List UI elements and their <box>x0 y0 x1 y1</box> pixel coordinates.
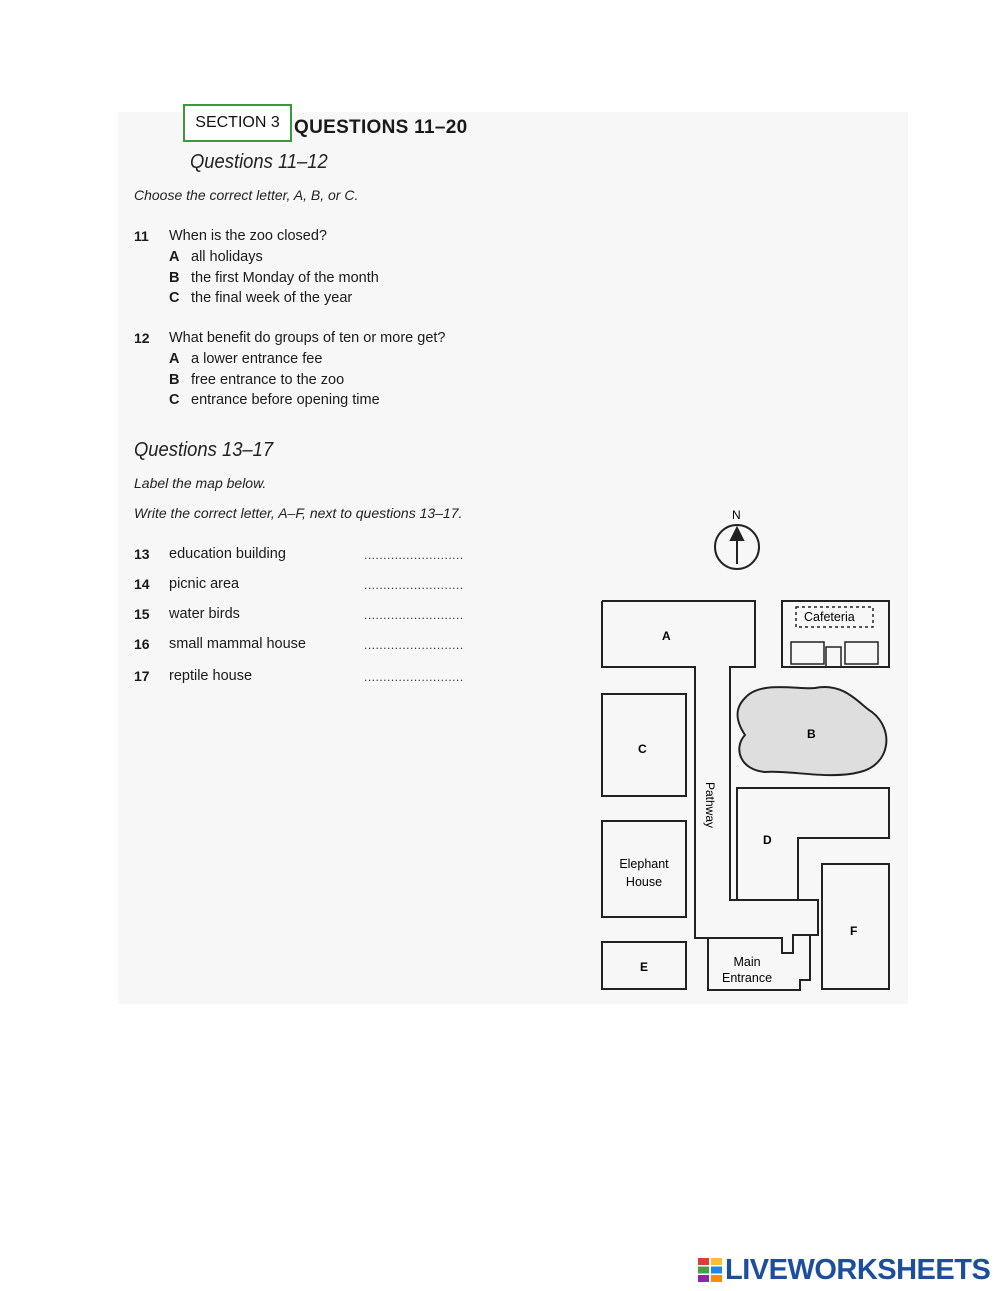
main-title: QUESTIONS 11–20 <box>294 117 468 138</box>
item-number: 14 <box>134 576 150 592</box>
option-text: the final week of the year <box>191 290 353 306</box>
question-text: When is the zoo closed? <box>169 228 327 244</box>
label-elephant-1: Elephant <box>619 857 669 871</box>
answer-blank[interactable]: .......................... <box>364 638 464 652</box>
option-text: the first Monday of the month <box>191 270 379 286</box>
label-pathway: Pathway <box>703 782 717 829</box>
answer-blank[interactable]: .......................... <box>364 670 464 684</box>
brand-logo <box>698 1254 990 1286</box>
item-text: reptile house <box>169 668 253 684</box>
answer-blank[interactable]: .......................... <box>364 578 464 592</box>
item-number: 15 <box>134 606 150 622</box>
item-text: picnic area <box>169 576 240 592</box>
label-e: E <box>640 960 649 974</box>
label-b: B <box>807 727 816 741</box>
item-number: 16 <box>134 636 150 652</box>
part2-heading: Questions 13–17 <box>134 439 274 461</box>
item-text: small mammal house <box>169 636 306 652</box>
label-entrance-2: Entrance <box>721 971 773 985</box>
item-text: education building <box>169 546 286 562</box>
option-letter: B <box>169 270 180 286</box>
option-letter: A <box>169 249 180 265</box>
label-f: F <box>850 924 858 938</box>
option-letter: C <box>169 392 180 408</box>
part1-instruction: Choose the correct letter, A, B, or C. <box>134 187 359 203</box>
answer-blank[interactable]: .......................... <box>364 608 464 622</box>
label-d: D <box>763 833 772 847</box>
option-text: entrance before opening time <box>191 392 380 408</box>
option-text: a lower entrance fee <box>191 351 323 367</box>
label-entrance-1: Main <box>733 955 761 969</box>
option-letter: B <box>169 372 180 388</box>
label-c: C <box>638 742 647 756</box>
label-elephant-2: House <box>625 875 663 889</box>
part2-instruction-label: Label the map below. <box>134 475 267 491</box>
enclosure-d <box>737 788 889 900</box>
part1-heading: Questions 11–12 <box>190 151 328 173</box>
label-a: A <box>662 629 671 643</box>
brand-text: LIVEWORKSHEETS <box>725 1253 991 1286</box>
answer-blank[interactable]: .......................... <box>364 548 464 562</box>
item-number: 13 <box>134 546 150 562</box>
question-text: What benefit do groups of ten or more get? <box>169 330 446 346</box>
compass-n: N <box>732 508 741 522</box>
question-number: 11 <box>134 228 149 244</box>
section-label: SECTION 3 <box>195 114 280 131</box>
option-text: all holidays <box>191 249 263 265</box>
question-number: 12 <box>134 330 150 346</box>
item-number: 17 <box>134 668 150 684</box>
item-text: water birds <box>169 606 240 622</box>
label-cafeteria: Cafeteria <box>804 610 855 624</box>
brand-mark-icon <box>698 1258 722 1282</box>
option-text: free entrance to the zoo <box>191 372 345 388</box>
option-letter: C <box>169 290 180 306</box>
part2-instruction-write: Write the correct letter, A–F, next to questions 13–17. <box>134 505 463 521</box>
option-letter: A <box>169 351 180 367</box>
